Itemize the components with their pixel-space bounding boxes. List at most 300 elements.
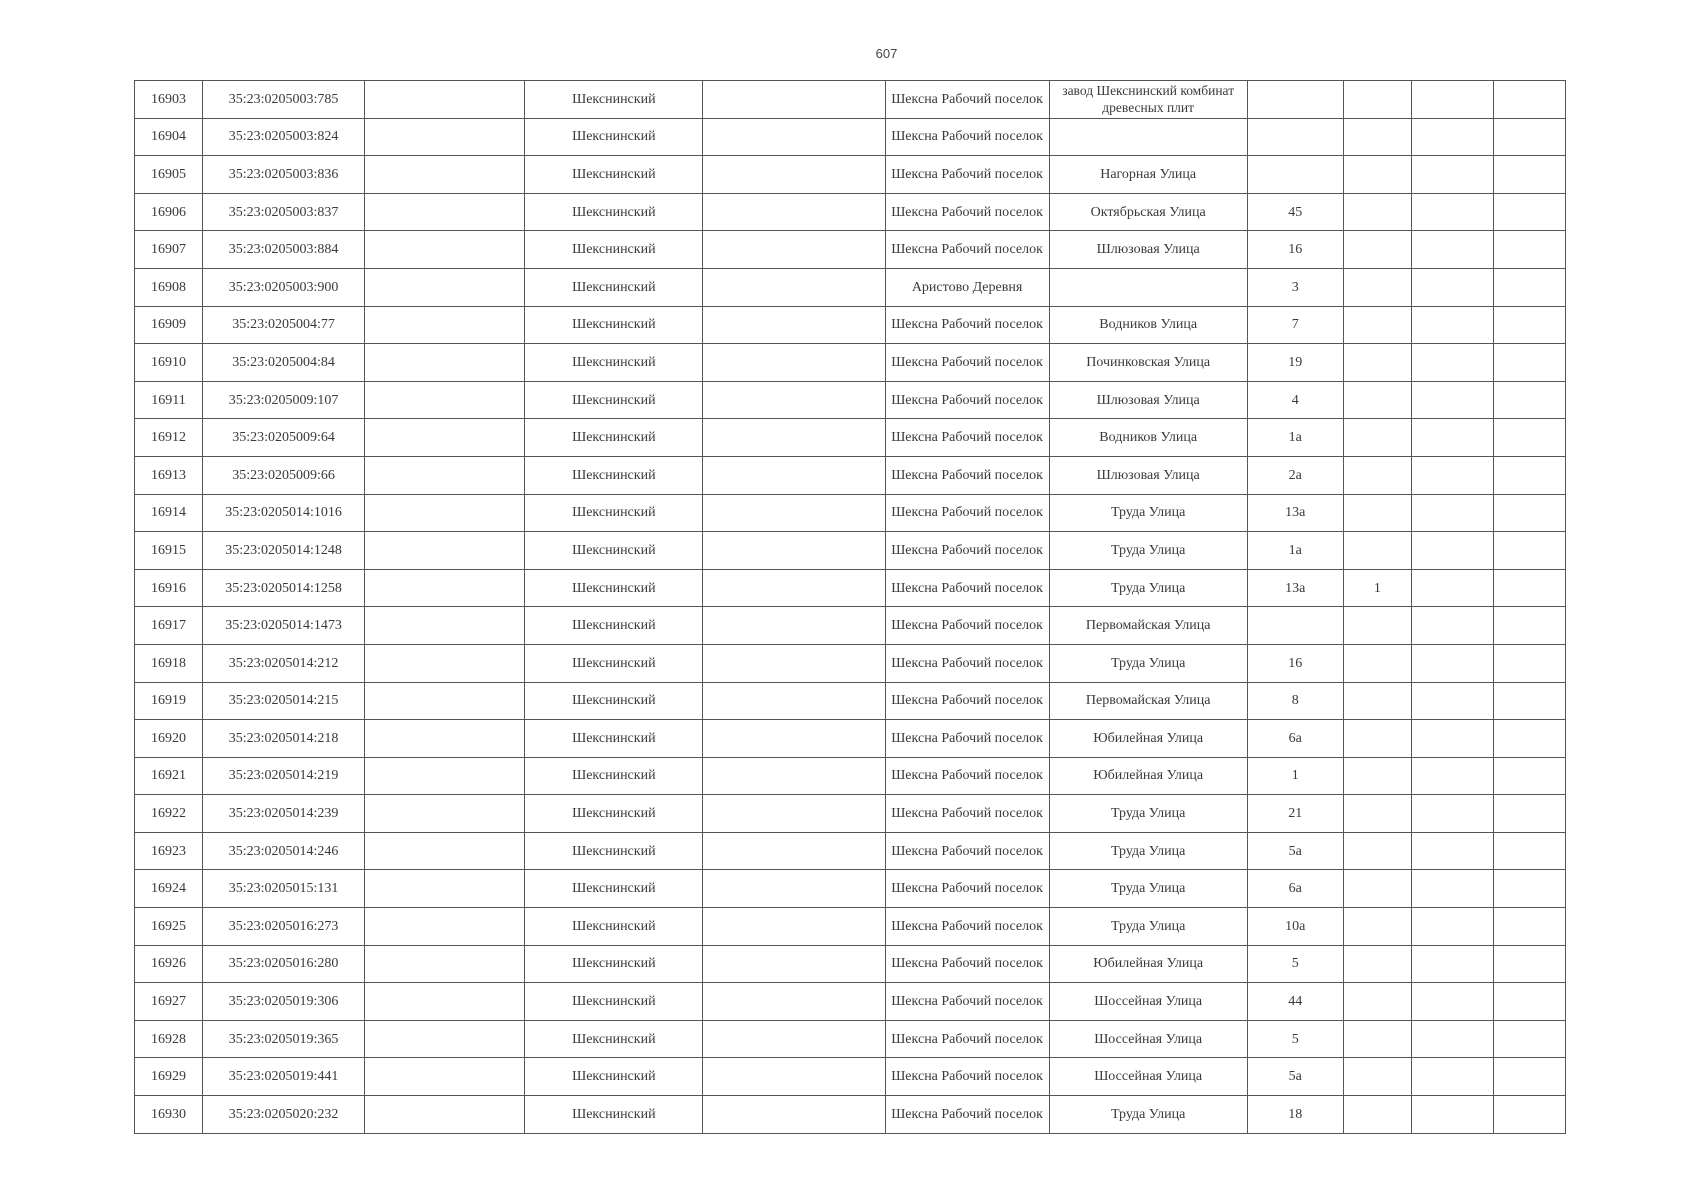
district-cell: Шекснинский [525,1096,703,1134]
building-number-cell [1343,720,1411,758]
cadastral-number-cell: 35:23:0205014:246 [203,832,365,870]
cadastral-number-cell: 35:23:0205015:131 [203,870,365,908]
row-number-cell: 16926 [135,945,203,983]
empty-cell [1411,381,1493,419]
district-cell: Шекснинский [525,456,703,494]
building-number-cell [1343,682,1411,720]
empty-cell [365,569,525,607]
empty-cell [1493,494,1565,532]
empty-cell [1411,1020,1493,1058]
house-number-cell [1247,156,1343,194]
table-row [135,118,1566,156]
registry-table [134,80,1566,1134]
empty-cell [1493,419,1565,457]
empty-cell [703,231,885,269]
district-cell: Шекснинский [525,908,703,946]
street-cell: Труда Улица [1049,870,1247,908]
row-number-cell: 16908 [135,268,203,306]
house-number-cell: 13а [1247,494,1343,532]
settlement-cell: Шексна Рабочий поселок [885,344,1049,382]
table-row [135,795,1566,833]
district-cell: Шекснинский [525,494,703,532]
building-number-cell [1343,795,1411,833]
house-number-cell: 5 [1247,945,1343,983]
empty-cell [703,1020,885,1058]
empty-cell [365,268,525,306]
empty-cell [1411,832,1493,870]
row-number-cell: 16906 [135,193,203,231]
district-cell: Шекснинский [525,193,703,231]
street-cell: завод Шекснинский комбинат древесных плит [1049,81,1247,119]
house-number-cell: 5а [1247,832,1343,870]
settlement-cell: Шексна Рабочий поселок [885,870,1049,908]
settlement-cell: Шексна Рабочий поселок [885,156,1049,194]
settlement-cell: Шексна Рабочий поселок [885,419,1049,457]
street-cell [1049,268,1247,306]
district-cell: Шекснинский [525,945,703,983]
house-number-cell: 1а [1247,532,1343,570]
table-row [135,419,1566,457]
cadastral-number-cell: 35:23:0205003:836 [203,156,365,194]
empty-cell [1411,419,1493,457]
district-cell: Шекснинский [525,757,703,795]
table-row [135,494,1566,532]
settlement-cell: Шексна Рабочий поселок [885,1020,1049,1058]
cadastral-number-cell: 35:23:0205019:441 [203,1058,365,1096]
empty-cell [365,156,525,194]
empty-cell [703,908,885,946]
empty-cell [365,607,525,645]
house-number-cell: 6а [1247,870,1343,908]
street-cell: Нагорная Улица [1049,156,1247,194]
row-number-cell: 16914 [135,494,203,532]
street-cell: Труда Улица [1049,494,1247,532]
district-cell: Шекснинский [525,344,703,382]
empty-cell [365,306,525,344]
empty-cell [1411,193,1493,231]
district-cell: Шекснинский [525,419,703,457]
empty-cell [1493,81,1565,119]
building-number-cell [1343,983,1411,1021]
table-row [135,268,1566,306]
empty-cell [1411,644,1493,682]
empty-cell [365,532,525,570]
cadastral-number-cell: 35:23:0205014:239 [203,795,365,833]
empty-cell [703,945,885,983]
empty-cell [1493,456,1565,494]
empty-cell [365,644,525,682]
empty-cell [1411,569,1493,607]
row-number-cell: 16909 [135,306,203,344]
row-number-cell: 16924 [135,870,203,908]
building-number-cell: 1 [1343,569,1411,607]
row-number-cell: 16904 [135,118,203,156]
district-cell: Шекснинский [525,870,703,908]
row-number-cell: 16927 [135,983,203,1021]
settlement-cell: Шексна Рабочий поселок [885,1058,1049,1096]
empty-cell [1411,81,1493,119]
settlement-cell: Шексна Рабочий поселок [885,682,1049,720]
street-cell: Шлюзовая Улица [1049,231,1247,269]
street-cell: Починковская Улица [1049,344,1247,382]
building-number-cell [1343,607,1411,645]
building-number-cell [1343,456,1411,494]
house-number-cell: 5а [1247,1058,1343,1096]
row-number-cell: 16917 [135,607,203,645]
district-cell: Шекснинский [525,231,703,269]
empty-cell [1493,118,1565,156]
cadastral-number-cell: 35:23:0205014:1473 [203,607,365,645]
cadastral-number-cell: 35:23:0205016:280 [203,945,365,983]
district-cell: Шекснинский [525,983,703,1021]
street-cell: Труда Улица [1049,644,1247,682]
building-number-cell [1343,945,1411,983]
empty-cell [1411,268,1493,306]
cadastral-number-cell: 35:23:0205014:219 [203,757,365,795]
settlement-cell: Шексна Рабочий поселок [885,945,1049,983]
street-cell: Труда Улица [1049,569,1247,607]
building-number-cell [1343,156,1411,194]
district-cell: Шекснинский [525,118,703,156]
row-number-cell: 16905 [135,156,203,194]
building-number-cell [1343,1058,1411,1096]
empty-cell [703,419,885,457]
cadastral-number-cell: 35:23:0205003:824 [203,118,365,156]
empty-cell [1493,306,1565,344]
street-cell: Труда Улица [1049,832,1247,870]
table-row [135,156,1566,194]
building-number-cell [1343,1096,1411,1134]
empty-cell [703,644,885,682]
house-number-cell: 6а [1247,720,1343,758]
empty-cell [365,908,525,946]
district-cell: Шекснинский [525,156,703,194]
street-cell: Труда Улица [1049,908,1247,946]
empty-cell [1493,607,1565,645]
street-cell: Шлюзовая Улица [1049,456,1247,494]
empty-cell [1493,1096,1565,1134]
table-row [135,456,1566,494]
empty-cell [703,1058,885,1096]
empty-cell [365,832,525,870]
cadastral-number-cell: 35:23:0205009:64 [203,419,365,457]
building-number-cell [1343,81,1411,119]
district-cell: Шекснинский [525,682,703,720]
district-cell: Шекснинский [525,795,703,833]
empty-cell [365,870,525,908]
house-number-cell: 18 [1247,1096,1343,1134]
settlement-cell: Шексна Рабочий поселок [885,908,1049,946]
street-cell: Шоссейная Улица [1049,983,1247,1021]
cadastral-number-cell: 35:23:0205004:77 [203,306,365,344]
empty-cell [1411,983,1493,1021]
district-cell: Шекснинский [525,1020,703,1058]
district-cell: Шекснинский [525,832,703,870]
district-cell: Шекснинский [525,81,703,119]
house-number-cell: 1 [1247,757,1343,795]
cadastral-number-cell: 35:23:0205014:1258 [203,569,365,607]
district-cell: Шекснинский [525,381,703,419]
settlement-cell: Шексна Рабочий поселок [885,607,1049,645]
empty-cell [703,795,885,833]
empty-cell [1493,682,1565,720]
empty-cell [365,456,525,494]
building-number-cell [1343,344,1411,382]
row-number-cell: 16921 [135,757,203,795]
row-number-cell: 16912 [135,419,203,457]
settlement-cell: Шексна Рабочий поселок [885,720,1049,758]
street-cell: Юбилейная Улица [1049,945,1247,983]
table-row [135,193,1566,231]
cadastral-number-cell: 35:23:0205003:884 [203,231,365,269]
row-number-cell: 16919 [135,682,203,720]
table-row [135,983,1566,1021]
cadastral-number-cell: 35:23:0205020:232 [203,1096,365,1134]
empty-cell [703,268,885,306]
row-number-cell: 16910 [135,344,203,382]
settlement-cell: Шексна Рабочий поселок [885,494,1049,532]
cadastral-number-cell: 35:23:0205003:837 [203,193,365,231]
row-number-cell: 16925 [135,908,203,946]
district-cell: Шекснинский [525,720,703,758]
row-number-cell: 16923 [135,832,203,870]
district-cell: Шекснинский [525,569,703,607]
empty-cell [1411,870,1493,908]
empty-cell [1411,682,1493,720]
table-row [135,945,1566,983]
street-cell: Труда Улица [1049,795,1247,833]
row-number-cell: 16911 [135,381,203,419]
house-number-cell: 2а [1247,456,1343,494]
empty-cell [365,983,525,1021]
table-row [135,757,1566,795]
settlement-cell: Шексна Рабочий поселок [885,983,1049,1021]
empty-cell [1493,757,1565,795]
table-row [135,644,1566,682]
empty-cell [703,870,885,908]
house-number-cell: 5 [1247,1020,1343,1058]
house-number-cell: 16 [1247,231,1343,269]
building-number-cell [1343,268,1411,306]
empty-cell [1411,795,1493,833]
row-number-cell: 16916 [135,569,203,607]
empty-cell [1493,945,1565,983]
settlement-cell: Шексна Рабочий поселок [885,795,1049,833]
empty-cell [1493,268,1565,306]
settlement-cell: Шексна Рабочий поселок [885,1096,1049,1134]
house-number-cell: 7 [1247,306,1343,344]
empty-cell [1411,306,1493,344]
street-cell: Труда Улица [1049,532,1247,570]
empty-cell [703,720,885,758]
empty-cell [1411,494,1493,532]
house-number-cell: 8 [1247,682,1343,720]
street-cell: Первомайская Улица [1049,682,1247,720]
table-row [135,569,1566,607]
empty-cell [703,156,885,194]
building-number-cell [1343,870,1411,908]
street-cell: Юбилейная Улица [1049,757,1247,795]
row-number-cell: 16918 [135,644,203,682]
empty-cell [1411,456,1493,494]
house-number-cell: 10а [1247,908,1343,946]
house-number-cell: 4 [1247,381,1343,419]
cadastral-number-cell: 35:23:0205009:66 [203,456,365,494]
cadastral-number-cell: 35:23:0205019:365 [203,1020,365,1058]
empty-cell [1493,1058,1565,1096]
empty-cell [365,419,525,457]
empty-cell [1411,1058,1493,1096]
row-number-cell: 16915 [135,532,203,570]
empty-cell [365,720,525,758]
settlement-cell: Шексна Рабочий поселок [885,569,1049,607]
settlement-cell: Аристово Деревня [885,268,1049,306]
settlement-cell: Шексна Рабочий поселок [885,644,1049,682]
empty-cell [1493,795,1565,833]
empty-cell [365,118,525,156]
cadastral-number-cell: 35:23:0205016:273 [203,908,365,946]
empty-cell [1411,118,1493,156]
street-cell: Труда Улица [1049,1096,1247,1134]
empty-cell [1411,231,1493,269]
table-row [135,1096,1566,1134]
building-number-cell [1343,306,1411,344]
building-number-cell [1343,757,1411,795]
table-row [135,1020,1566,1058]
district-cell: Шекснинский [525,306,703,344]
district-cell: Шекснинский [525,607,703,645]
cadastral-number-cell: 35:23:0205014:1248 [203,532,365,570]
settlement-cell: Шексна Рабочий поселок [885,193,1049,231]
settlement-cell: Шексна Рабочий поселок [885,231,1049,269]
street-cell: Водников Улица [1049,306,1247,344]
empty-cell [703,832,885,870]
house-number-cell [1247,118,1343,156]
building-number-cell [1343,532,1411,570]
empty-cell [1411,156,1493,194]
house-number-cell: 44 [1247,983,1343,1021]
building-number-cell [1343,118,1411,156]
street-cell: Шлюзовая Улица [1049,381,1247,419]
row-number-cell: 16928 [135,1020,203,1058]
empty-cell [1411,908,1493,946]
building-number-cell [1343,381,1411,419]
row-number-cell: 16907 [135,231,203,269]
empty-cell [703,532,885,570]
house-number-cell: 1а [1247,419,1343,457]
settlement-cell: Шексна Рабочий поселок [885,832,1049,870]
house-number-cell: 45 [1247,193,1343,231]
page-number: 607 [875,46,898,61]
settlement-cell: Шексна Рабочий поселок [885,118,1049,156]
table-row [135,1058,1566,1096]
district-cell: Шекснинский [525,644,703,682]
empty-cell [1493,193,1565,231]
building-number-cell [1343,494,1411,532]
house-number-cell: 21 [1247,795,1343,833]
empty-cell [703,983,885,1021]
empty-cell [365,1096,525,1134]
empty-cell [1493,832,1565,870]
empty-cell [1411,344,1493,382]
empty-cell [703,193,885,231]
empty-cell [365,795,525,833]
building-number-cell [1343,1020,1411,1058]
empty-cell [365,81,525,119]
row-number-cell: 16913 [135,456,203,494]
row-number-cell: 16922 [135,795,203,833]
empty-cell [365,945,525,983]
empty-cell [703,607,885,645]
table-row [135,870,1566,908]
building-number-cell [1343,908,1411,946]
table-row [135,532,1566,570]
street-cell [1049,118,1247,156]
empty-cell [365,494,525,532]
row-number-cell: 16929 [135,1058,203,1096]
house-number-cell: 13а [1247,569,1343,607]
empty-cell [703,1096,885,1134]
cadastral-number-cell: 35:23:0205004:84 [203,344,365,382]
empty-cell [365,381,525,419]
cadastral-number-cell: 35:23:0205014:1016 [203,494,365,532]
empty-cell [365,682,525,720]
table-row [135,682,1566,720]
table-row [135,832,1566,870]
table-row [135,381,1566,419]
empty-cell [1411,532,1493,570]
empty-cell [1411,945,1493,983]
empty-cell [1493,1020,1565,1058]
building-number-cell [1343,832,1411,870]
empty-cell [1411,720,1493,758]
house-number-cell: 3 [1247,268,1343,306]
cadastral-number-cell: 35:23:0205014:212 [203,644,365,682]
street-cell: Октябрьская Улица [1049,193,1247,231]
empty-cell [365,1020,525,1058]
house-number-cell [1247,81,1343,119]
house-number-cell: 19 [1247,344,1343,382]
empty-cell [1411,757,1493,795]
building-number-cell [1343,231,1411,269]
empty-cell [1493,381,1565,419]
empty-cell [365,757,525,795]
cadastral-number-cell: 35:23:0205003:900 [203,268,365,306]
cadastral-number-cell: 35:23:0205014:215 [203,682,365,720]
street-cell: Шоссейная Улица [1049,1020,1247,1058]
empty-cell [365,231,525,269]
street-cell: Юбилейная Улица [1049,720,1247,758]
settlement-cell: Шексна Рабочий поселок [885,381,1049,419]
cadastral-number-cell: 35:23:0205009:107 [203,381,365,419]
cadastral-number-cell: 35:23:0205014:218 [203,720,365,758]
district-cell: Шекснинский [525,268,703,306]
empty-cell [1493,344,1565,382]
table-row [135,908,1566,946]
empty-cell [365,344,525,382]
empty-cell [703,456,885,494]
empty-cell [703,81,885,119]
cadastral-number-cell: 35:23:0205019:306 [203,983,365,1021]
settlement-cell: Шексна Рабочий поселок [885,456,1049,494]
empty-cell [1493,720,1565,758]
empty-cell [703,118,885,156]
district-cell: Шекснинский [525,1058,703,1096]
building-number-cell [1343,644,1411,682]
settlement-cell: Шексна Рабочий поселок [885,81,1049,119]
empty-cell [703,381,885,419]
house-number-cell: 16 [1247,644,1343,682]
